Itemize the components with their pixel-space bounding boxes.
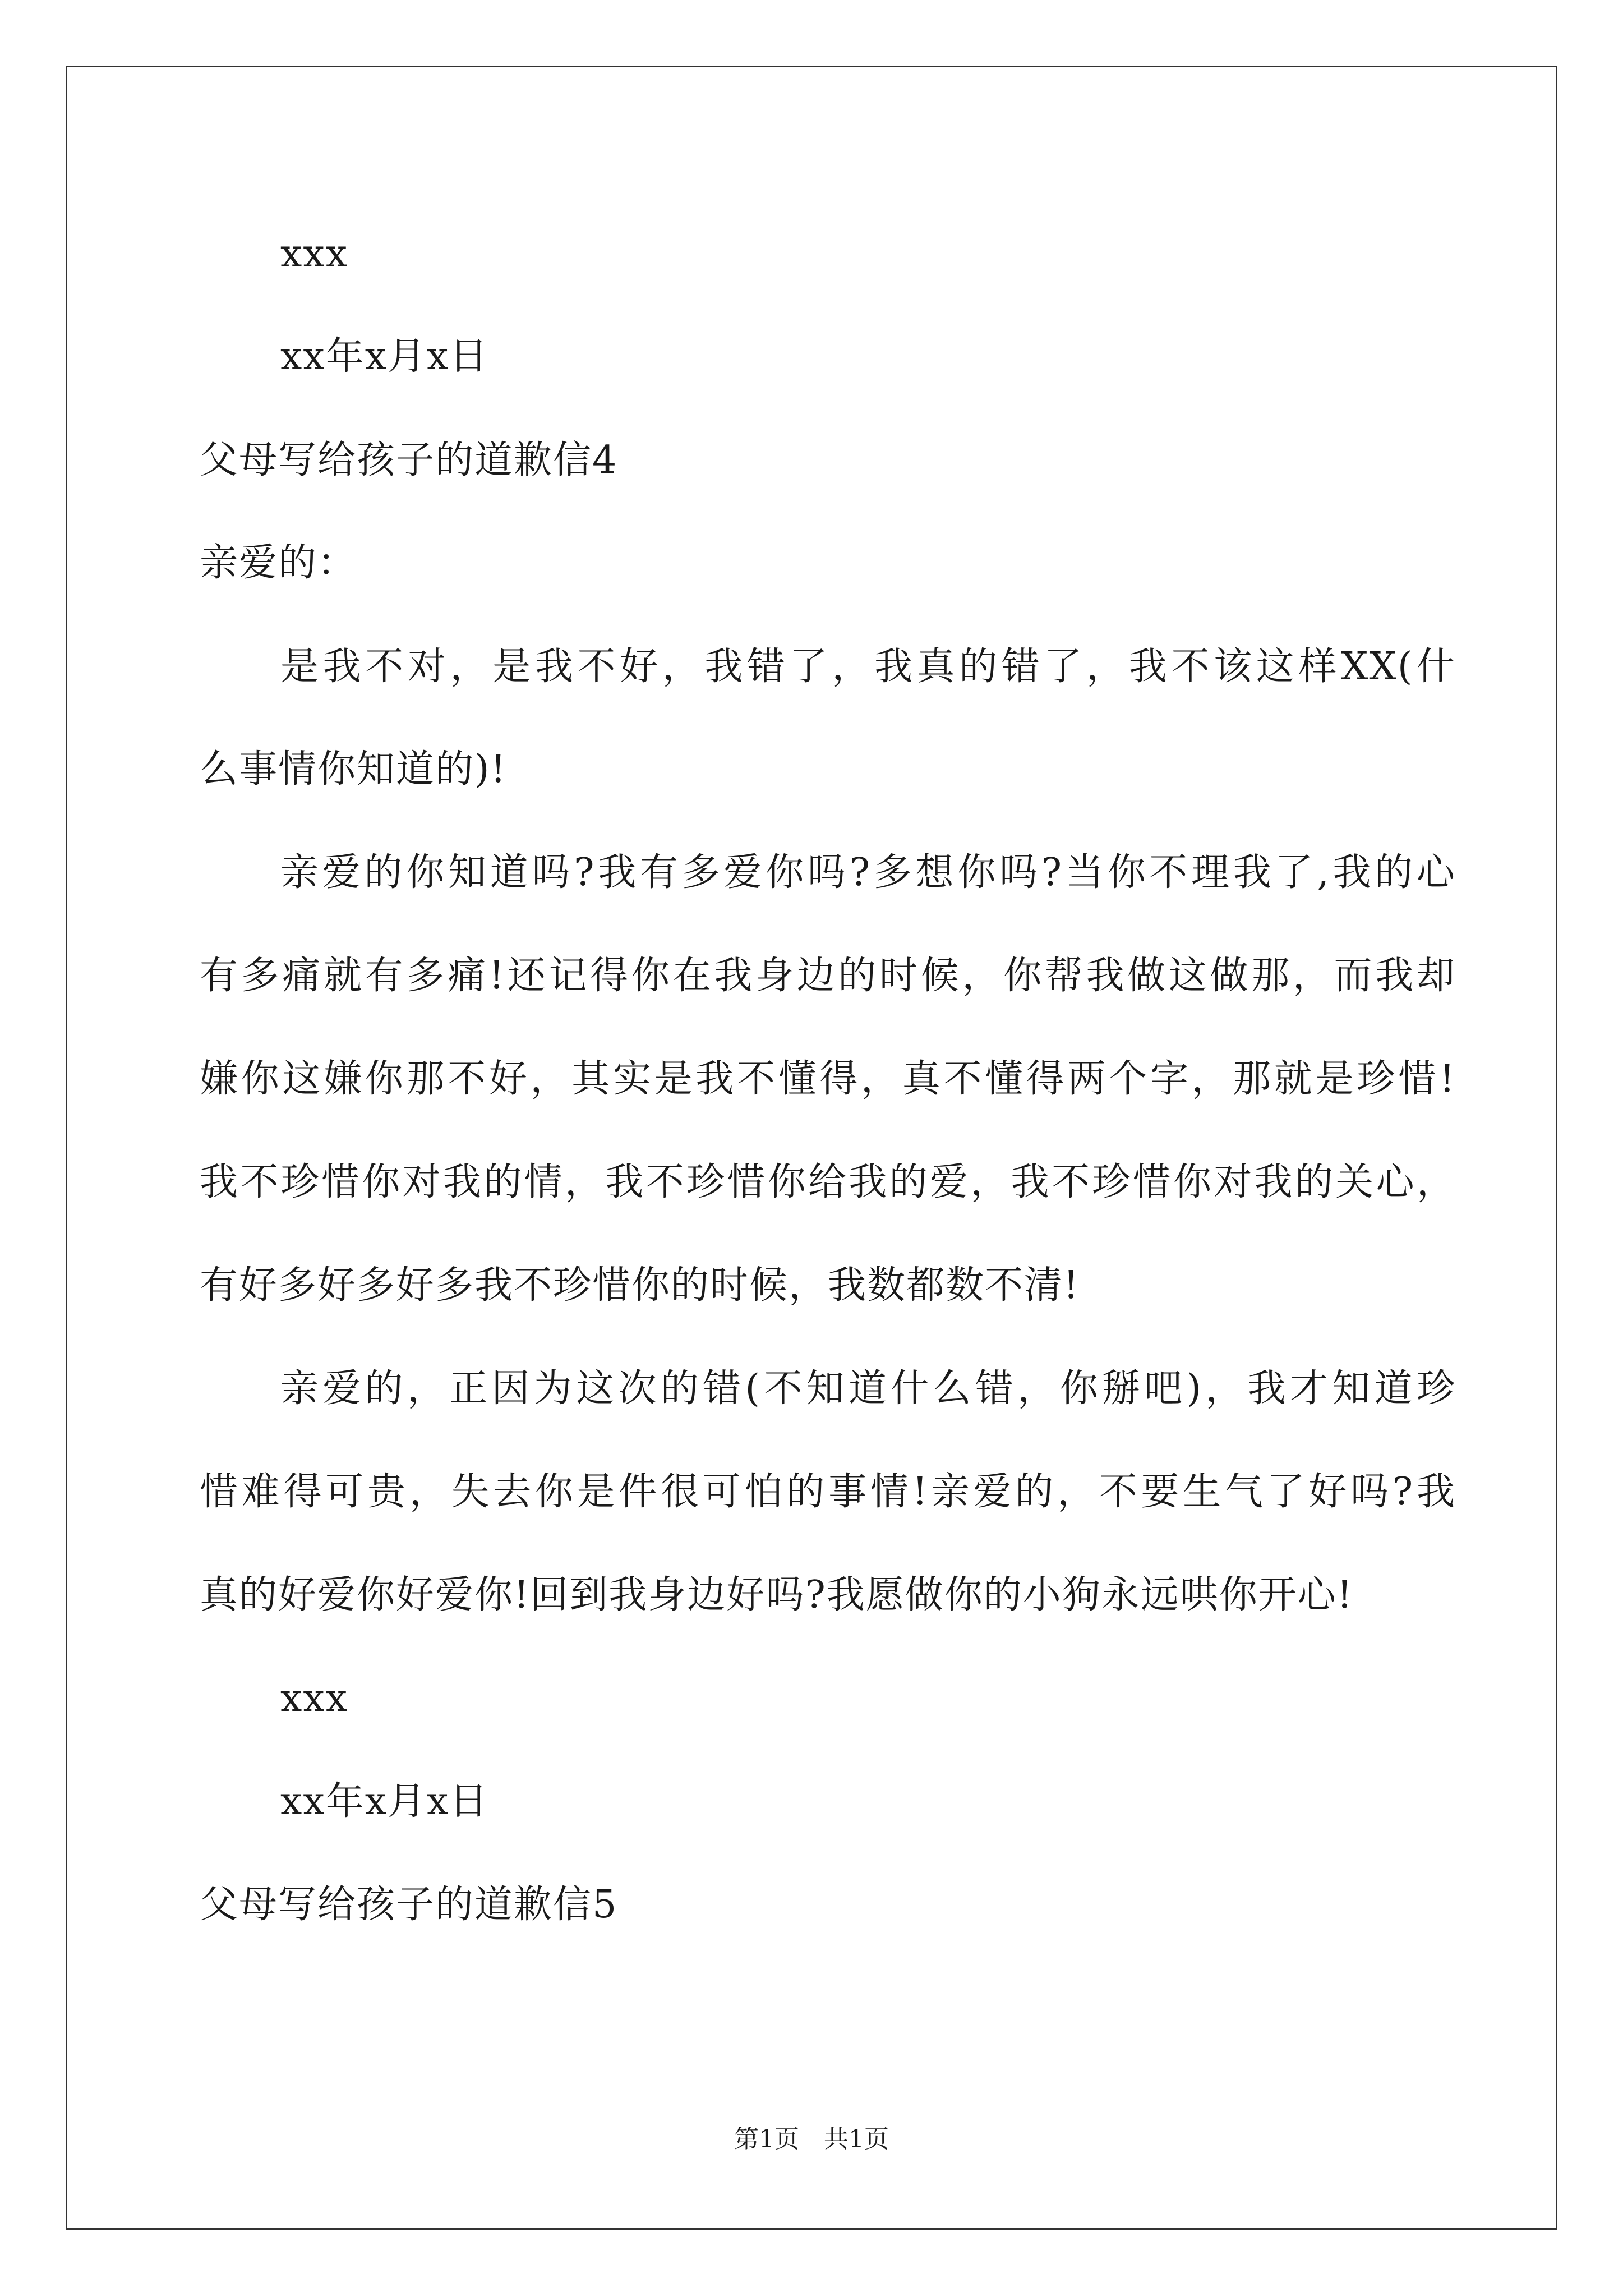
salutation: 亲爱的： <box>200 541 357 585</box>
paragraph-2-line-3: 嫌你这嫌你那不好，其实是我不懂得，真不懂得两个字，那就是珍惜! <box>200 1057 1456 1101</box>
signature-1: xxx <box>280 232 349 276</box>
date-1: xx年x月x日 <box>280 334 489 379</box>
paragraph-3-line-2: 惜难得可贵，失去你是件很可怕的事情!亲爱的，不要生气了好吗?我 <box>200 1470 1456 1514</box>
date-2: xx年x月x日 <box>280 1779 489 1824</box>
page-number: 第1页 共1页 <box>734 2125 889 2154</box>
paragraph-1-line-2: 么事情你知道的)! <box>200 747 507 792</box>
paragraph-2-line-5: 有好多好多好多我不珍惜你的时候，我数都数不清! <box>200 1263 1080 1308</box>
paragraph-1-line-1: 是我不对，是我不好，我错了，我真的错了，我不该这样XX(什 <box>280 645 1456 689</box>
paragraph-2-line-4: 我不珍惜你对我的情，我不珍惜你给我的爱，我不珍惜你对我的关心， <box>200 1160 1456 1204</box>
paragraph-3-line-1: 亲爱的，正因为这次的错(不知道什么错，你掰吧)，我才知道珍 <box>280 1366 1456 1411</box>
letter-title-4: 父母写给孩子的道歉信4 <box>200 438 618 482</box>
signature-2: xxx <box>280 1676 349 1720</box>
paragraph-2-line-2: 有多痛就有多痛!还记得你在我身边的时候，你帮我做这做那，而我却 <box>200 954 1456 998</box>
letter-title-5: 父母写给孩子的道歉信5 <box>200 1883 618 1927</box>
paragraph-3-line-3: 真的好爱你好爱你!回到我身边好吗?我愿做你的小狗永远哄你开心! <box>200 1573 1354 1617</box>
paragraph-2-line-1: 亲爱的你知道吗?我有多爱你吗?多想你吗?当你不理我了,我的心 <box>280 850 1456 895</box>
